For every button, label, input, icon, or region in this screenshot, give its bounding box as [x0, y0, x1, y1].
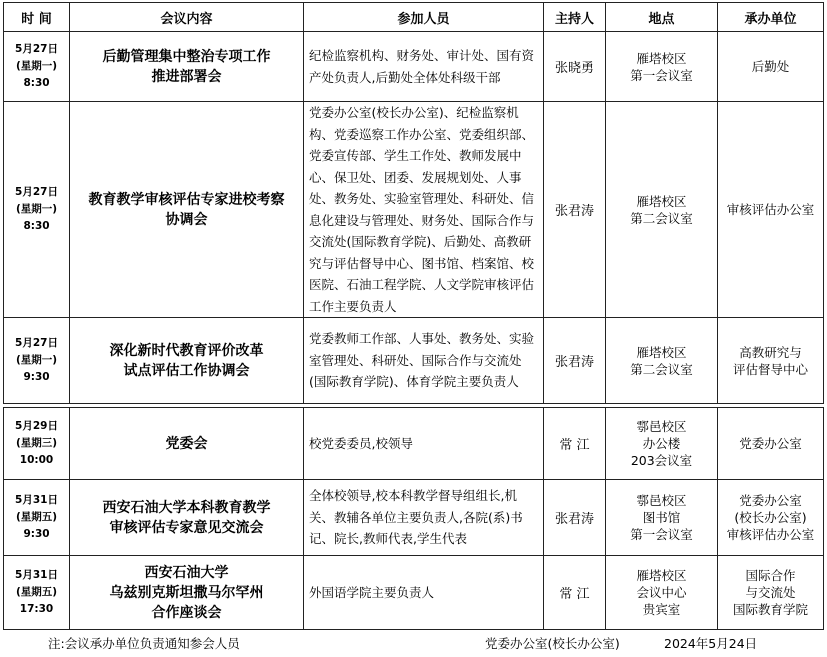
- header-people: 参加人员: [304, 3, 544, 32]
- footer-note: 注:会议承办单位负责通知参会人员: [48, 636, 240, 651]
- meeting-host: 常 江: [544, 556, 606, 630]
- schedule-table-page2: [3, 407, 824, 630]
- meeting-place: 雁塔校区 会议中心 贵宾室: [606, 556, 718, 630]
- footer-date: 2024年5月24日: [664, 636, 758, 651]
- meeting-time: 5月27日 (星期一) 9:30: [4, 318, 70, 404]
- meeting-organizer: 党委办公室: [718, 408, 824, 480]
- meeting-attendees: 党委办公室(校长办公室)、纪检监察机构、党委巡察工作办公室、党委组织部、党委宣传部、学生工作处、教师发展中心、保卫处、团委、发展规划处、人事处、教务处、实验室管理处、科研处、信息化建设与管理处、财务处、国际合作与交流处(国际教育学院)、后勤处、高教研究与评估督导中心、图书馆、档案馆、校医院、石油工程学院、人文学院审核评估工作主要负责人: [304, 102, 544, 318]
- meeting-time: 5月27日 (星期一) 8:30: [4, 102, 70, 318]
- table-row: [4, 102, 824, 318]
- meeting-attendees: 纪检监察机构、财务处、审计处、国有资产处负责人,后勤处全体处科级干部: [304, 32, 544, 102]
- meeting-topic: 后勤管理集中整治专项工作 推进部署会: [70, 32, 304, 102]
- header-place: 地点: [606, 3, 718, 32]
- header-time: 时 间: [4, 3, 70, 32]
- meeting-host: 常 江: [544, 408, 606, 480]
- meeting-attendees: 党委教师工作部、人事处、教务处、实验室管理处、科研处、国际合作与交流处(国际教育学院)、体育学院主要负责人: [304, 318, 544, 404]
- table-row: [4, 408, 824, 480]
- meeting-topic: 西安石油大学 乌兹别克斯坦撒马尔罕州 合作座谈会: [70, 556, 304, 630]
- footer-signature: 党委办公室(校长办公室): [485, 636, 620, 651]
- meeting-place: 雁塔校区 第二会议室: [606, 318, 718, 404]
- meeting-topic: 深化新时代教育评价改革 试点评估工作协调会: [70, 318, 304, 404]
- meeting-place: 雁塔校区 第一会议室: [606, 32, 718, 102]
- header-row: [4, 3, 824, 32]
- meeting-place: 鄠邑校区 图书馆 第一会议室: [606, 480, 718, 556]
- table-row: [4, 556, 824, 630]
- meeting-host: 张君涛: [544, 102, 606, 318]
- meeting-organizer: 高教研究与 评估督导中心: [718, 318, 824, 404]
- meeting-organizer: 审核评估办公室: [718, 102, 824, 318]
- meeting-time: 5月31日 (星期五) 17:30: [4, 556, 70, 630]
- table-row: [4, 318, 824, 404]
- meeting-attendees: 全体校领导,校本科教学督导组组长,机关、教辅各单位主要负责人,各院(系)书记、院长,教师代表,学生代表: [304, 480, 544, 556]
- table-row: [4, 480, 824, 556]
- header-topic: 会议内容: [70, 3, 304, 32]
- meeting-organizer: 后勤处: [718, 32, 824, 102]
- header-host: 主持人: [544, 3, 606, 32]
- schedule-table-page1: [3, 2, 824, 404]
- meeting-organizer: 党委办公室 (校长办公室) 审核评估办公室: [718, 480, 824, 556]
- meeting-time: 5月31日 (星期五) 9:30: [4, 480, 70, 556]
- meeting-attendees: 校党委委员,校领导: [304, 408, 544, 480]
- meeting-topic: 西安石油大学本科教育教学 审核评估专家意见交流会: [70, 480, 304, 556]
- meeting-host: 张晓勇: [544, 32, 606, 102]
- meeting-host: 张君涛: [544, 480, 606, 556]
- meeting-topic: 党委会: [70, 408, 304, 480]
- meeting-host: 张君涛: [544, 318, 606, 404]
- meeting-time: 5月29日 (星期三) 10:00: [4, 408, 70, 480]
- meeting-organizer: 国际合作 与交流处 国际教育学院: [718, 556, 824, 630]
- header-org: 承办单位: [718, 3, 824, 32]
- meeting-place: 鄠邑校区 办公楼 203会议室: [606, 408, 718, 480]
- meeting-place: 雁塔校区 第二会议室: [606, 102, 718, 318]
- meeting-attendees: 外国语学院主要负责人: [304, 556, 544, 630]
- meeting-topic: 教育教学审核评估专家进校考察 协调会: [70, 102, 304, 318]
- table-row: [4, 32, 824, 102]
- meeting-time: 5月27日 (星期一) 8:30: [4, 32, 70, 102]
